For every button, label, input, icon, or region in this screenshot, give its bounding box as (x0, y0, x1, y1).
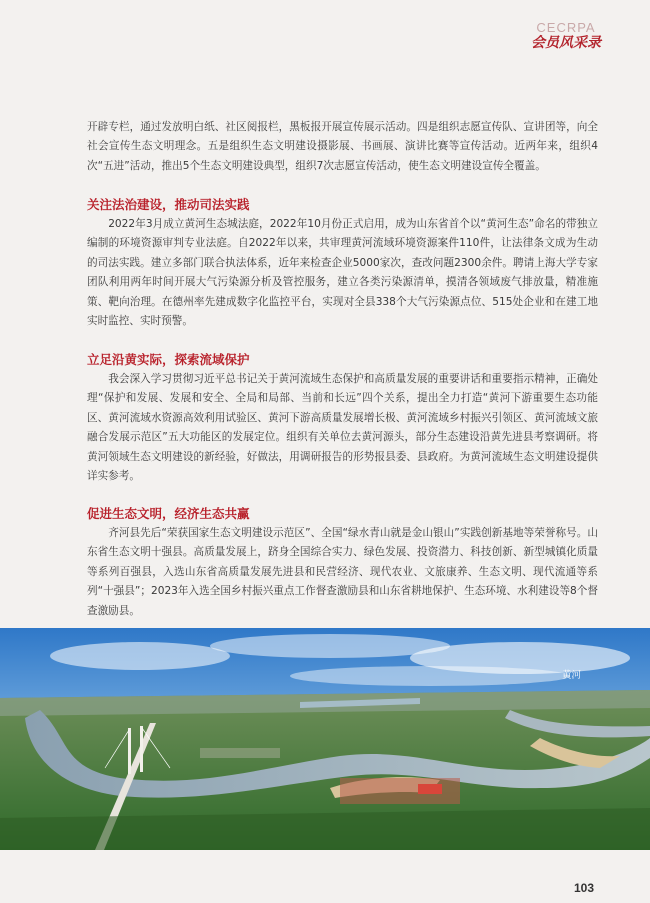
yellow-river-aerial-photo (0, 628, 650, 850)
section-heading-ecology: 促进生态文明，经济生态共赢 (87, 506, 250, 521)
page-number: 103 (574, 881, 595, 895)
brand-logo (518, 21, 614, 51)
brand-english: CECRPA (536, 20, 596, 35)
intro-text: 开辟专栏，通过发放明白纸、社区阅报栏，黑板报开展宣传展示活动。四是组织志愿宣传队、宣讲团等，向全社会宣传生态文明理念。五是组织生态文明建设摄影展、书画展、演讲比赛等宣传活动。近两年来，组织4次“五进”活动，推出5个生态文明建设典型，组织7次志愿宣传活动，使生态文明建设宣传全覆盖。 (87, 121, 598, 172)
photo-caption: 黄河 (562, 670, 582, 681)
section-paragraph: 齐河县先后“荣获国家生态文明建设示范区”、全国“绿水青山就是金山银山”实践创新基地等荣誉称号。山东省生态文明十强县。高质量发展上，跻身全国综合实力、绿色发展、投资潜力、科技创新、新型城镇化质量等系列百强县，入选山东省高质量发展先进县和民营经济、现代农业、文旅康养、生态文明、现代流通等系列“十强县”；2023年入选全国乡村振兴重点工作督查激励县和山东省耕地保护、生态环境、水利建设等8个督查激励县。 (87, 527, 598, 617)
section-body-river (87, 370, 598, 486)
section-paragraph: 我会深入学习贯彻习近平总书记关于黄河流域生态保护和高质量发展的重要讲话和重要指示精神，正确处理“保护和发展、发展和安全、全局和局部、当前和长远”四个关系，提出全力打造“黄河下游重要生态功能区、黄河流域水资源高效利用试验区、黄河下游高质量发展增长极、黄河流域乡村振兴引领区、黄河流域文旅融合发展示范区”五大功能区的发展定位。组织有关单位去黄河源头，部分生态建设沿黄先进县考察调研。将黄河领域生态文明建设的新经验，好做法，用调研报告的形势报县委、县政府。为黄河流域生态文明建设提供详实参考。 (87, 373, 598, 483)
section-paragraph: 2022年3月成立黄河生态城法庭，2022年10月份正式启用，成为山东省首个以“黄河生态”命名的带独立编制的环境资源审判专业法庭。自2022年以来，共审理黄河流域环境资源案件110件，让法律条文成为生动的司法实践。建立多部门联合执法体系，近年来检查企业5000家次，查改问题2300余件。聘请上海大学专家团队利用两年时间开展大气污染源分析及管控服务，建立各类污染源清单，摸清各领域废气排放量，精准施策、靶向治理。在德州率先建成数字化监控平台，实现对全县338个大气污染源点位、515处企业和在建工地实时监控、实时预警。 (87, 218, 598, 328)
section-body-law (87, 215, 598, 331)
intro-paragraph (87, 118, 598, 176)
section-heading-law: 关注法治建设，推动司法实践 (87, 197, 250, 212)
brand-chinese: 会员风采录 (531, 35, 601, 51)
section-body-ecology (87, 524, 598, 621)
section-heading-river: 立足沿黄实际，探索流域保护 (87, 352, 250, 367)
